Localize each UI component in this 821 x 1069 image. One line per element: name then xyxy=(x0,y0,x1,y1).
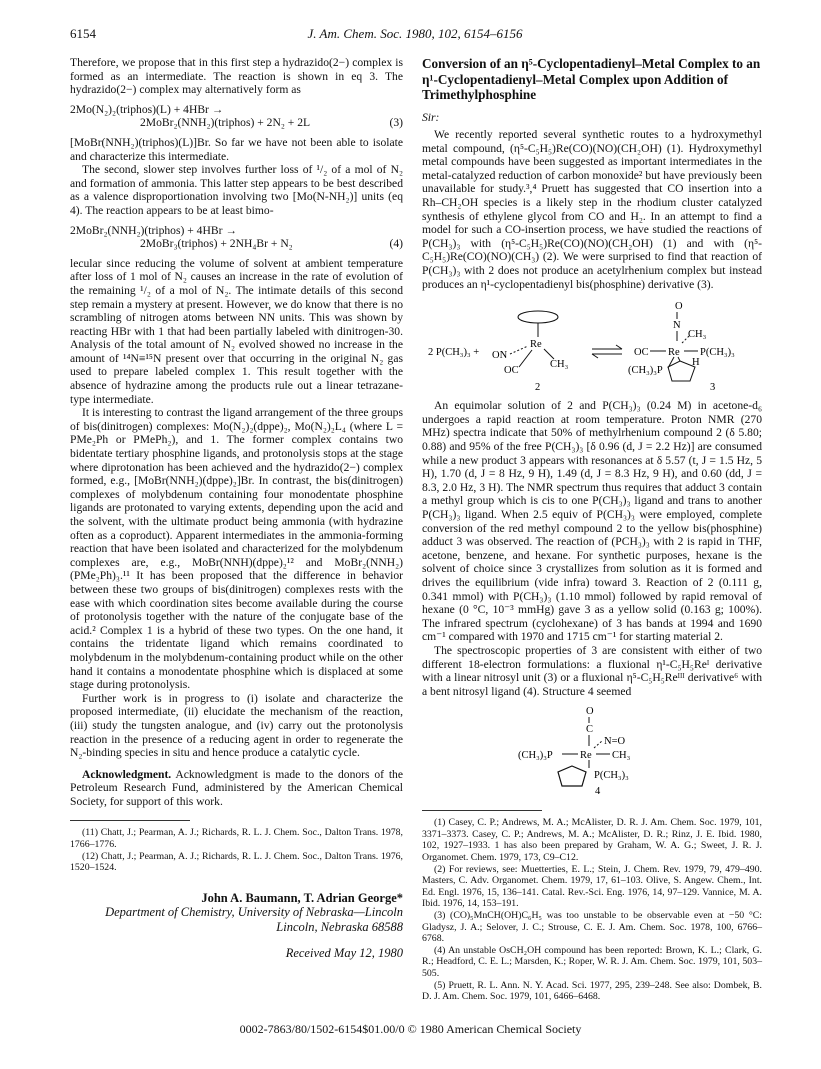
cyclopentadienyl-pi-ring-icon xyxy=(558,766,586,786)
reference-11: (11) Chatt, J.; Pearman, A. J.; Richards, R. L. J. Chem. Soc., Dalton Trans. 1978, 1766–1776. xyxy=(70,827,403,851)
left-paragraph-4: lecular since reducing the volume of solvent at ambient temperature after loss of 1 mol of N₂ causes an increase in the rate of evolution of the remaining ¹/₂ of a mol of N₂. The intimate details of this second step remain a mystery at present. However, we do know that there is no scrambling of nitrogen atoms between NN units. This was shown by reacting HBr with 1 that had been partially labeled with dinitrogen-30. Analysis of the total amount of N₂ evolved showed no increase in the amount of ¹⁴N≡¹⁵N present over that occurring in the original N₂ gas used to prepare labeled complex 1. This result together with the absence of hydrazine among the products rule out a linear tetrazane-type intermediate. xyxy=(70,256,403,406)
structure-4-oxygen: O xyxy=(586,706,594,718)
equation-3-line-1: 2Mo(N₂)₂(triphos)(L) + 4HBr → xyxy=(70,102,224,116)
equation-3 xyxy=(70,103,403,130)
right-paragraph-2: An equimolar solution of 2 and P(CH₃)₃ (0.24 M) in acetone-d₆ undergoes a rapid reaction at room temperature. Proton NMR (270 MHz) spectra indicate that 50% of methylrhenium compound 2 (δ 5.80; 0.88) and 95% of the free P(CH₃)₃ [δ 0.96 (d, J = 2.2 Hz)] are consumed while a new product 3 appears with resonances at δ 5.57 (t, J = 1.5 Hz, 5 H), 1.70 (d, J = 8 Hz, 9 H), 1.49 (d, J = 8.3 Hz, 9 H), and 0.60 (dd, J = 8.3, 2.0 Hz, 3 H). The NMR spectrum thus requires that adduct 3 contain a methyl group which is cis to one P(CH₃)₃ ligand and trans to another P(CH₃)₃ ligand. When 2.5 equiv of P(CH₃)₃ were employed, complete conversion of the red methyl compound 2 to the yellow bis(phosphine) adduct 3 was observed. The reaction of (PCH₃)₃ with 2 is rapid in THF, acetone, benzene, and hexane. For synthetic purposes, hexane is the solvent of choice since 3 crystallizes from solution as it is formed and drives the equilibrium (vide infra) toward 3. Reaction of 2 (0.111 g, 0.341 mmol) with P(CH₃)₃ (1.10 mmol) followed by rapid removal of hexane (0 °C, 10⁻³ mmHg) gave 3 as a yellow solid (0.163 g; 100%). The infrared spectrum (cyclohexane) of 3 has bands at 1994 and 1690 cm⁻¹ compared with 1970 and 1715 cm⁻¹ for starting material 2. xyxy=(422,399,762,644)
footnote-5: (5) Pruett, R. L. Ann. N. Y. Acad. Sci. 1977, 295, 239–248. See also: Dombek, B. D. J. Am. Chem. Soc. 1979, 101, 6466–6468. xyxy=(422,979,762,1003)
scheme-methyl-3: CH₃ xyxy=(688,329,707,341)
right-footnotes xyxy=(422,817,762,1003)
scheme-phosphine-b: (CH₃)₃P xyxy=(628,365,663,377)
scheme-re-atom: Re xyxy=(530,339,542,351)
footnote-1: (1) Casey, C. P.; Andrews, M. A.; McAlister, D. R. J. Am. Chem. Soc. 1979, 101, 3371–3373. Casey, C. P.; Andrews, M. A.; McAlister, D. R.; Rinz, J. E. Ibid. 1980, 102, 1927–1933. 1 has also been prepared by Graham, W. A. G.; Sweet, J. R. J. Organomet. Chem. 1979, 173, C9–C12. xyxy=(422,817,762,864)
compound-4-label: 4 xyxy=(595,786,601,798)
structure-4-re-atom: Re xyxy=(580,750,592,762)
authors: John A. Baumann, T. Adrian George* xyxy=(201,890,403,905)
structure-4-methyl: CH₃ xyxy=(612,750,631,762)
left-paragraph-2: [MoBr(NNH₂)(triphos)(L)]Br. So far we have not been able to isolate and characterize this intermediate. xyxy=(70,135,403,163)
page-footer: 0002-7863/80/1502-6154$01.00/0 © 1980 American Chemical Society xyxy=(239,1022,582,1036)
forward-arrowhead xyxy=(616,345,622,349)
right-paragraph-3: The spectroscopic properties of 3 are consistent with either of two different 18-electron formulations: a fluxional η¹-C₅H₅Reᴵ derivative with a linear nitrosyl unit (3) or a fluxional η⁵-C₅H₅Reᴵᴵᴵ derivative⁶ with a bent nitrosyl ligand (4). Structure 4 seemed xyxy=(422,643,762,698)
journal-citation: J. Am. Chem. Soc. 1980, 102, 6154–6156 xyxy=(307,26,523,41)
scheme-nitrosyl: ON xyxy=(492,350,508,362)
reference-12: (12) Chatt, J.; Pearman, A. J.; Richards, R. L. J. Chem. Soc., Dalton Trans. 1976, 1520–1524. xyxy=(70,850,403,874)
page-number: 6154 xyxy=(70,26,96,41)
equation-3-number: (3) xyxy=(389,116,403,130)
structure-4-phosphine: (CH₃)₃P xyxy=(518,750,553,762)
equation-4-line-2: 2MoBr₃(triphos) + 2NH₄Br + N₂ xyxy=(140,237,293,251)
scheme-nitrogen: N xyxy=(673,320,681,332)
scheme-carbonyl: OC xyxy=(504,365,519,377)
scheme-oxygen: O xyxy=(675,301,683,313)
right-paragraph-1: We recently reported several synthetic routes to a hydroxymethyl metal compound, (η⁵-C₅H₅)Re(CO)(NO)(CH₂OH) (1). Hydroxymethyl metal compounds have been suggested as important intermediates in the metal-catalyzed reduction of carbon monoxide² but have previously been unavailable for study.³,⁴ Pruett has suggested that CO insertion into a Rh–CH₂OH species is a likely step in the rhodium cluster catalyzed synthesis of ethylene glycol from CO and H₂. In an attempt to find a model for such a CO-insertion process, we have studied the reactions of P(CH₃)₃ with (η⁵-C₅H₅)Re(CO)(NO)(CH₂OH) (1) and with (η⁵-C₅H₅)Re(CO)(NO)(CH₃) (2). We were surprised to find that reaction of P(CH₃)₃ with 2 does not produce an acetylrhenium complex but instead produces an η¹-cyclopentadienyl bis(phosphine) derivative (3). xyxy=(422,128,762,291)
bent-nitrosyl-bond xyxy=(594,741,602,748)
acknowledgment xyxy=(70,768,403,809)
right-footnote-rule xyxy=(422,810,542,811)
left-paragraph-5: It is interesting to contrast the ligand arrangement of the three groups of bis(dinitrogen) complexes: Mo(N₂)₂(dppe)₂, Mo(N₂)₂L₄ (where L = PMe₂Ph or PMePh₂), and 1. The former complex contains two bidentate tertiary phosphine ligands, and protonolysis stops at the stage where diprotonation has been achieved and the hydrazido(2−) complex formed, e.g., [MoBr(NNH₂)(dppe)₂]Br. In contrast, the bis(dinitrogen) complexes of molybdenum containing four monodentate phosphine ligands are protonated to varying extents, depending upon the acid and the solvent, with the ultimate product being ammonia (with hydrazine often as a coproduct). Apparent intermediates in the ammonia-forming reaction that have been isolated and characterized for the molybdenum complexes are, e.g., MoBr(NNH)(dppe)₂¹² and MoBr₂(NNH₂)(PMe₂Ph)₃.¹¹ It has been proposed that the difference in behavior between these two groups of bis(dinitrogen) complexes rests with the ease with which coordination sites become available during the course of protonolysis together with the nature of the conjugate base of the acid.² Complex 1 is a hybrid of these two types. On the one hand, it contains the tridentate ligand which remains coordinated to molybdenum in the molybdenum-containing product while on the other hand it contains a monodentate phosphine which is displaced at some stage during protonolysis. xyxy=(70,406,403,692)
acknowledgment-text: Acknowledgment is made to the donors of the Petroleum Research Fund, administered by the American Chemical Society, for support of this work. xyxy=(70,767,403,808)
compound-2-label: 2 xyxy=(535,382,541,394)
equation-4-line-1: 2MoBr₂(NNH₂)(triphos) + 4HBr → xyxy=(70,223,237,237)
carbonyl-bond xyxy=(519,350,532,367)
equation-4-number: (4) xyxy=(389,237,403,251)
footnote-3: (3) (CO)₅MnCH(OH)C₆H₅ was too unstable to be observable even at −50 °C: Gladysz, J. A.; Selover, J. C.; Strouse, C. E. J. Am. Chem. Soc. 1978, 100, 6766–6768. xyxy=(422,910,762,945)
compound-3-label: 3 xyxy=(710,382,716,394)
scheme-reagent: 2 P(CH₃)₃ + xyxy=(428,347,480,359)
structure-4-phosphine-b: P(CH₃)₃ xyxy=(594,770,629,782)
left-paragraph-3: The second, slower step involves further loss of ¹/₂ of a mol of N₂ and formation of ammonia. This latter step appears to be best described as a valence disproportionation involving two [Mo(N-NH₂)] units (eq 4). The reaction appears to be at least bimo- xyxy=(70,163,403,217)
reaction-scheme-2-to-3 xyxy=(422,295,762,395)
left-paragraph-1: Therefore, we propose that in this first step a hydrazido(2−) complex is formed as an intermediate. The reaction is shown in eq 3. The hydrazido(2−) complex may alternatively form as xyxy=(70,56,403,97)
footnote-2: (2) For reviews, see: Muetterties, E. L.; Stein, J. Chem. Rev. 1979, 79, 479–490. Masters, C. Adv. Organomet. Chem. 1979, 17, 61–103. Olive, S. Angew. Chem., Int. Ed. Engl. 1976, 15, 136–141. Catal. Rev.-Sci. Eng. 1976, 14, 97–129. Vannice, M. A. Ibid. 1976, 14, 153–191. xyxy=(422,863,762,910)
equation-4 xyxy=(70,224,403,251)
affiliation-line-1: Department of Chemistry, University of Nebraska—Lincoln xyxy=(105,905,403,920)
scheme-phosphine-a: P(CH₃)₃ xyxy=(700,347,735,359)
structure-4-nitrosyl: N=O xyxy=(604,736,626,748)
right-column xyxy=(422,56,762,1003)
left-paragraph-6: Further work is in progress to (i) isolate and characterize the proposed intermediate, (ii) elucidate the mechanism of the reaction, (iii) study the tungsten analogue, and (iv) carry out the protonolysis reaction in the presence of a reducing agent in order to regenerate the N₂-binding species in situ and hence produce a catalytic cycle. xyxy=(70,691,403,760)
footnote-4: (4) An unstable OsCH₂OH compound has been reported: Brown, K. L.; Clark, G. R.; Headford, C. E. L.; Marsden, K.; Roper, W. R. J. Am. Chem. Soc. 1979, 101, 503–505. xyxy=(422,944,762,979)
article-title: Conversion of an η⁵-Cyclopentadienyl–Metal Complex to an η¹-Cyclopentadienyl–Metal Complex upon Addition of Trimethylphosphine xyxy=(422,56,761,102)
reverse-arrowhead xyxy=(592,354,598,358)
scheme-carbonyl-3: OC xyxy=(634,347,649,359)
equation-3-line-2: 2MoBr₂(NNH₂)(triphos) + 2N₂ + 2L xyxy=(140,116,311,130)
structure-4-carbon: C xyxy=(586,724,594,736)
received-date: Received May 12, 1980 xyxy=(285,946,403,961)
left-references xyxy=(70,827,403,873)
scheme-re-atom-3: Re xyxy=(668,347,680,359)
footnote-rule xyxy=(70,820,190,821)
affiliation-line-2: Lincoln, Nebraska 68588 xyxy=(276,920,403,935)
scheme-methyl: CH₃ xyxy=(550,359,569,371)
page-header xyxy=(70,26,760,44)
salutation: Sir: xyxy=(422,110,440,124)
left-column xyxy=(70,56,403,961)
cyclopentadienyl-sigma-ring-icon xyxy=(668,361,695,381)
acknowledgment-label: Acknowledgment. xyxy=(82,767,172,781)
methyl-bond xyxy=(544,349,554,359)
cyclopentadienyl-ring-icon xyxy=(518,311,558,323)
nitrosyl-bond xyxy=(510,346,528,354)
structure-4 xyxy=(492,702,692,798)
scheme-hydrogen: H xyxy=(692,357,700,369)
